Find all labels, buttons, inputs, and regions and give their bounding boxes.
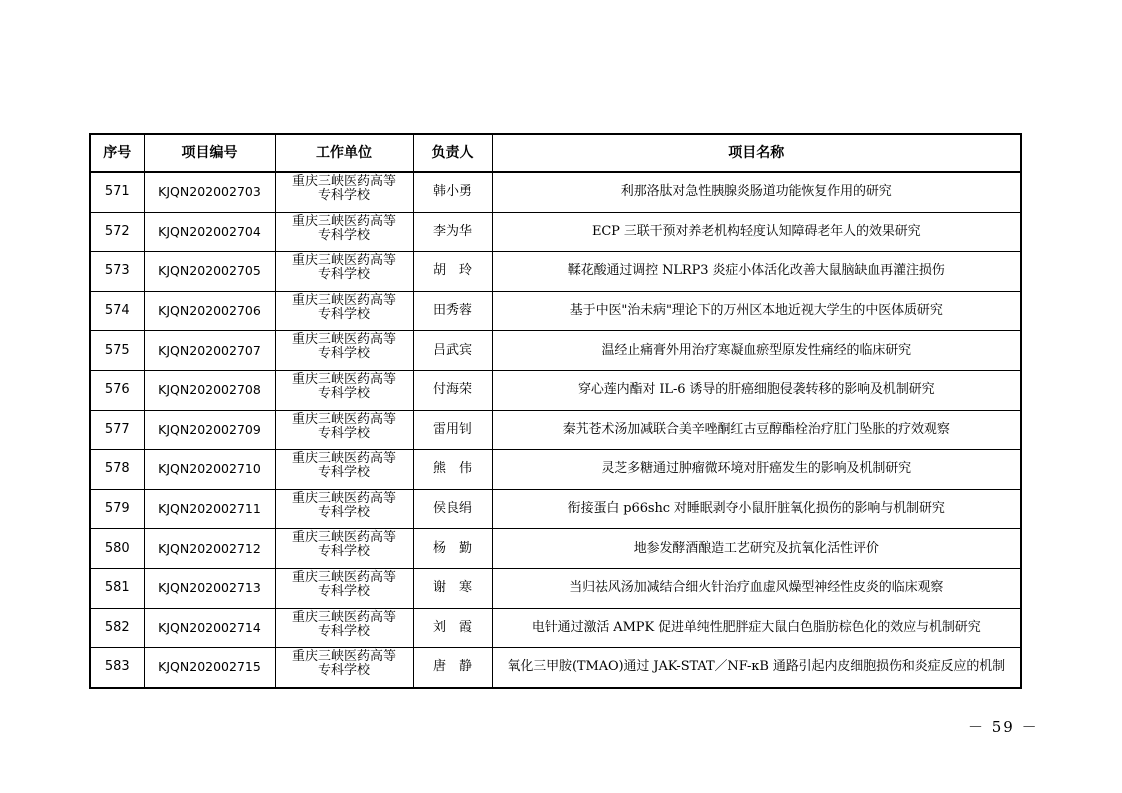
cell-unit: 重庆三峡医药高等 专科学校	[275, 410, 413, 450]
cell-code: KJQN202002707	[144, 331, 275, 371]
cell-code: KJQN202002713	[144, 568, 275, 608]
header-code: 项目编号	[144, 134, 275, 172]
header-leader: 负责人	[413, 134, 492, 172]
cell-title: 电针通过激活 AMPK 促进单纯性肥胖症大鼠白色脂肪棕色化的效应与机制研究	[492, 608, 1021, 648]
cell-unit: 重庆三峡医药高等 专科学校	[275, 291, 413, 331]
cell-leader: 杨 勤	[413, 529, 492, 569]
table-row	[90, 489, 1021, 529]
cell-unit: 重庆三峡医药高等 专科学校	[275, 370, 413, 410]
cell-leader: 刘 霞	[413, 608, 492, 648]
table-row	[90, 291, 1021, 331]
table-row	[90, 331, 1021, 371]
cell-unit: 重庆三峡医药高等 专科学校	[275, 529, 413, 569]
cell-code: KJQN202002710	[144, 450, 275, 490]
cell-seq: 574	[90, 291, 144, 331]
cell-seq: 581	[90, 568, 144, 608]
cell-title: 当归祛风汤加减结合细火针治疗血虚风燥型神经性皮炎的临床观察	[492, 568, 1021, 608]
cell-seq: 580	[90, 529, 144, 569]
cell-code: KJQN202002709	[144, 410, 275, 450]
cell-unit: 重庆三峡医药高等 专科学校	[275, 450, 413, 490]
cell-leader: 谢 寒	[413, 568, 492, 608]
cell-unit: 重庆三峡医药高等 专科学校	[275, 212, 413, 252]
cell-code: KJQN202002703	[144, 172, 275, 212]
cell-title: 地参发酵酒酿造工艺研究及抗氧化活性评价	[492, 529, 1021, 569]
project-table	[89, 133, 1022, 689]
cell-seq: 578	[90, 450, 144, 490]
cell-leader: 侯良绢	[413, 489, 492, 529]
cell-code: KJQN202002708	[144, 370, 275, 410]
cell-title: 衔接蛋白 p66shc 对睡眠剥夺小鼠肝脏氧化损伤的影响与机制研究	[492, 489, 1021, 529]
cell-code: KJQN202002714	[144, 608, 275, 648]
cell-code: KJQN202002711	[144, 489, 275, 529]
cell-title: 温经止痛膏外用治疗寒凝血瘀型原发性痛经的临床研究	[492, 331, 1021, 371]
cell-leader: 胡 玲	[413, 252, 492, 292]
table-row	[90, 568, 1021, 608]
table-row	[90, 608, 1021, 648]
cell-code: KJQN202002704	[144, 212, 275, 252]
cell-unit: 重庆三峡医药高等 专科学校	[275, 608, 413, 648]
table-header-row	[90, 134, 1021, 172]
cell-leader: 唐 静	[413, 648, 492, 688]
cell-unit: 重庆三峡医药高等 专科学校	[275, 331, 413, 371]
cell-unit: 重庆三峡医药高等 专科学校	[275, 252, 413, 292]
table-row	[90, 529, 1021, 569]
cell-seq: 575	[90, 331, 144, 371]
cell-title: 基于中医"治未病"理论下的万州区本地近视大学生的中医体质研究	[492, 291, 1021, 331]
cell-unit: 重庆三峡医药高等 专科学校	[275, 648, 413, 688]
header-seq: 序号	[90, 134, 144, 172]
cell-seq: 576	[90, 370, 144, 410]
cell-title: 利那洛肽对急性胰腺炎肠道功能恢复作用的研究	[492, 172, 1021, 212]
cell-title: 氧化三甲胺(TMAO)通过 JAK-STAT／NF-κB 通路引起内皮细胞损伤和炎症反应的机制	[492, 648, 1021, 688]
page-number: － 59 －	[968, 718, 1039, 736]
cell-seq: 577	[90, 410, 144, 450]
cell-seq: 579	[90, 489, 144, 529]
cell-title: 鞣花酸通过调控 NLRP3 炎症小体活化改善大鼠脑缺血再灌注损伤	[492, 252, 1021, 292]
cell-leader: 吕武宾	[413, 331, 492, 371]
table-row	[90, 648, 1021, 688]
cell-leader: 付海荣	[413, 370, 492, 410]
cell-seq: 582	[90, 608, 144, 648]
cell-seq: 572	[90, 212, 144, 252]
cell-code: KJQN202002706	[144, 291, 275, 331]
header-unit: 工作单位	[275, 134, 413, 172]
cell-title: 秦艽苍术汤加减联合美辛唑酮红古豆醇酯栓治疗肛门坠胀的疗效观察	[492, 410, 1021, 450]
cell-leader: 李为华	[413, 212, 492, 252]
cell-code: KJQN202002712	[144, 529, 275, 569]
table-row	[90, 370, 1021, 410]
table-row	[90, 450, 1021, 490]
cell-unit: 重庆三峡医药高等 专科学校	[275, 568, 413, 608]
table-row	[90, 410, 1021, 450]
table-row	[90, 252, 1021, 292]
cell-title: ECP 三联干预对养老机构轻度认知障碍老年人的效果研究	[492, 212, 1021, 252]
cell-seq: 583	[90, 648, 144, 688]
cell-leader: 雷用钊	[413, 410, 492, 450]
cell-code: KJQN202002705	[144, 252, 275, 292]
cell-code: KJQN202002715	[144, 648, 275, 688]
table-row	[90, 172, 1021, 212]
cell-unit: 重庆三峡医药高等 专科学校	[275, 489, 413, 529]
header-title: 项目名称	[492, 134, 1021, 172]
cell-seq: 573	[90, 252, 144, 292]
table-row	[90, 212, 1021, 252]
cell-leader: 熊 伟	[413, 450, 492, 490]
cell-leader: 田秀蓉	[413, 291, 492, 331]
cell-seq: 571	[90, 172, 144, 212]
cell-title: 穿心莲内酯对 IL-6 诱导的肝癌细胞侵袭转移的影响及机制研究	[492, 370, 1021, 410]
cell-leader: 韩小勇	[413, 172, 492, 212]
cell-title: 灵芝多糖通过肿瘤微环境对肝癌发生的影响及机制研究	[492, 450, 1021, 490]
cell-unit: 重庆三峡医药高等 专科学校	[275, 172, 413, 212]
